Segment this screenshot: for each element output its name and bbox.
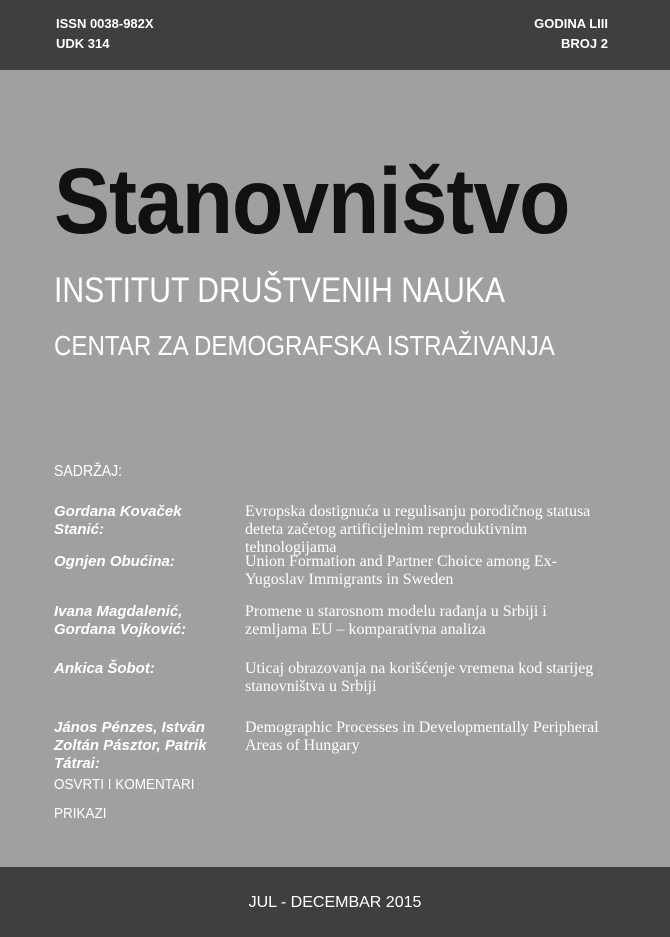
- toc-author: Gordana Kovaček Stanić:: [54, 503, 182, 538]
- toc-author: János Pénzes, István Zoltán Pásztor, Patrik Tátrai:: [54, 719, 207, 772]
- header-left: [56, 14, 154, 54]
- contents-heading: SADRŽAJ:: [54, 463, 123, 480]
- year-label: GODINA LIII: [534, 16, 608, 31]
- toc-author: Ognjen Obućina:: [54, 553, 175, 570]
- book-reviews-section: PRIKAZI: [54, 805, 107, 822]
- issue-label: BROJ 2: [561, 36, 608, 51]
- toc-article-title: Evropska dostignuća u regulisanju porodičnog statusa deteta začetog artificijelnim reproduktivnim tehnologijama: [245, 503, 591, 556]
- institute-name: INSTITUT DRUŠTVENIH NAUKA: [54, 271, 505, 310]
- header-bar: [0, 0, 670, 70]
- toc-author: Ivana Magdalenić, Gordana Vojković:: [54, 603, 186, 638]
- udk-label: UDK 314: [56, 36, 110, 51]
- toc-article-title: Promene u starosnom modelu rađanja u Srbiji i zemljama EU – komparativna analiza: [245, 603, 547, 638]
- center-name: CENTAR ZA DEMOGRAFSKA ISTRAŽIVANJA: [54, 330, 555, 361]
- toc-author: Ankica Šobot:: [54, 660, 155, 677]
- toc-article-title: Union Formation and Partner Choice among Ex-Yugoslav Immigrants in Sweden: [245, 553, 557, 588]
- journal-title: Stanovništvo: [54, 149, 570, 253]
- toc-article-title: Demographic Processes in Developmentally Peripheral Areas of Hungary: [245, 719, 599, 754]
- issn-label: ISSN 0038-982X: [56, 16, 154, 31]
- toc-article-title: Uticaj obrazovanja na korišćenje vremena kod starijeg stanovništva u Srbiji: [245, 660, 594, 695]
- reviews-section: OSVRTI I KOMENTARI: [54, 776, 195, 793]
- footer-bar: [0, 867, 670, 937]
- header-right: [534, 14, 608, 54]
- issue-date: JUL - DECEMBAR 2015: [248, 894, 422, 911]
